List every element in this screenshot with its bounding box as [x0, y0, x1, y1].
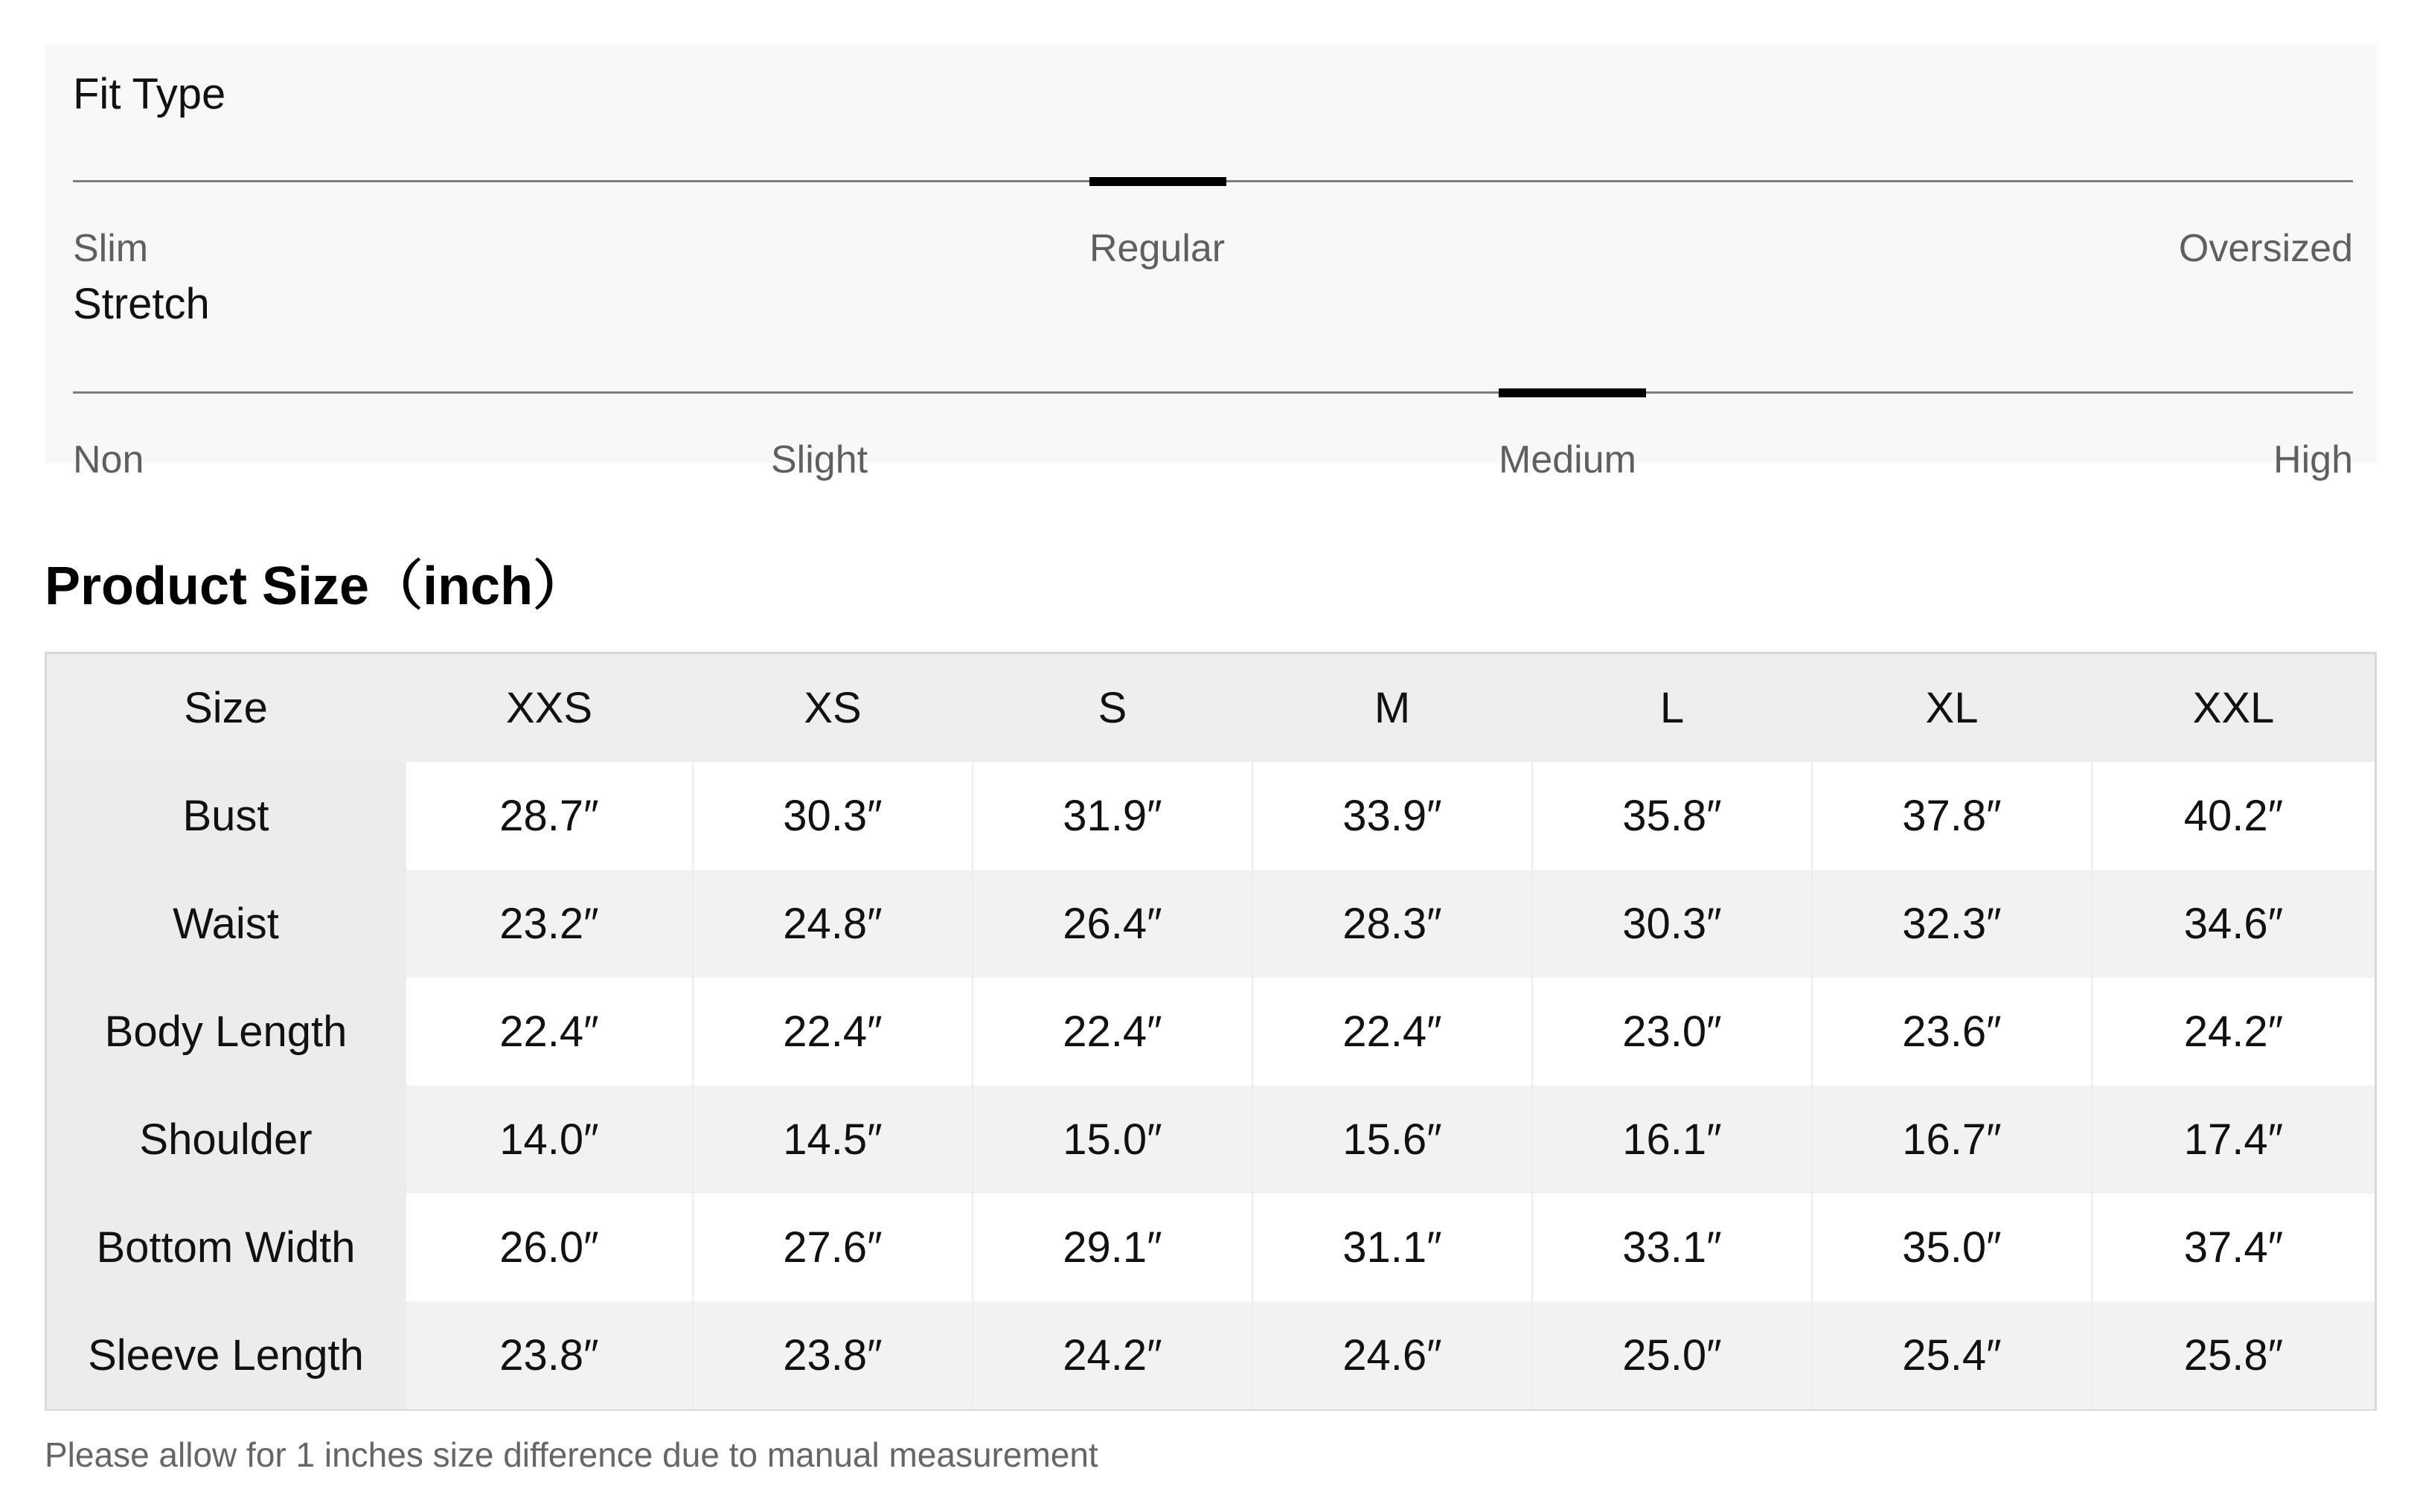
- table-cell: 24.6″: [1252, 1301, 1532, 1409]
- row-label: Bust: [47, 762, 406, 870]
- row-label: Shoulder: [47, 1086, 406, 1194]
- row-label: Body Length: [47, 978, 406, 1086]
- table-cell: 37.8″: [1812, 762, 2092, 870]
- table-row: [47, 1194, 2375, 1301]
- table-cell: 22.4″: [1252, 978, 1532, 1086]
- row-label: Waist: [47, 870, 406, 978]
- table-row: [47, 1086, 2375, 1194]
- header-size: XS: [693, 654, 973, 762]
- table-cell: 40.2″: [2092, 762, 2375, 870]
- table-cell: 31.9″: [973, 762, 1252, 870]
- stretch-tick: Non: [73, 438, 144, 481]
- fit-type-tick: Oversized: [2178, 227, 2353, 270]
- table-cell: 23.6″: [1812, 978, 2092, 1086]
- fit-type-tick: Slim: [73, 227, 149, 270]
- table-cell: 15.0″: [973, 1086, 1252, 1194]
- fit-type-tick: Regular: [1089, 227, 1226, 270]
- stretch-title: Stretch: [73, 280, 210, 328]
- table-cell: 30.3″: [1532, 870, 1812, 978]
- table-row: [47, 1301, 2375, 1409]
- table-cell: 22.4″: [406, 978, 693, 1086]
- fit-type-title: Fit Type: [73, 70, 226, 118]
- table-cell: 35.0″: [1812, 1194, 2092, 1301]
- table-cell: 33.1″: [1532, 1194, 1812, 1301]
- table-cell: 28.7″: [406, 762, 693, 870]
- fit-type-section: [73, 70, 2353, 270]
- table-cell: 24.2″: [2092, 978, 2375, 1086]
- table-cell: 23.8″: [406, 1301, 693, 1409]
- stretch-tick: Medium: [1499, 438, 1636, 481]
- table-cell: 27.6″: [693, 1194, 973, 1301]
- stretch-tick: Slight: [771, 438, 868, 481]
- table-cell: 26.0″: [406, 1194, 693, 1301]
- table-cell: 16.7″: [1812, 1086, 2092, 1194]
- table-cell: 29.1″: [973, 1194, 1252, 1301]
- table-header-row: [47, 654, 2375, 762]
- header-size: XXL: [2092, 654, 2375, 762]
- table-cell: 14.5″: [693, 1086, 973, 1194]
- stretch-tick: High: [2273, 438, 2353, 481]
- header-size: L: [1532, 654, 1812, 762]
- table-cell: 25.4″: [1812, 1301, 2092, 1409]
- table-cell: 23.8″: [693, 1301, 973, 1409]
- table-row: [47, 762, 2375, 870]
- size-table-grid: [47, 654, 2375, 1409]
- table-cell: 30.3″: [693, 762, 973, 870]
- table-row: [47, 870, 2375, 978]
- table-cell: 17.4″: [2092, 1086, 2375, 1194]
- table-row: [47, 978, 2375, 1086]
- table-cell: 23.2″: [406, 870, 693, 978]
- header-size-label: Size: [47, 654, 406, 762]
- table-cell: 32.3″: [1812, 870, 2092, 978]
- table-cell: 24.8″: [693, 870, 973, 978]
- fit-panel: [45, 45, 2377, 481]
- row-label: Sleeve Length: [47, 1301, 406, 1409]
- table-cell: 16.1″: [1532, 1086, 1812, 1194]
- stretch-indicator: [1499, 388, 1646, 397]
- table-cell: 15.6″: [1252, 1086, 1532, 1194]
- header-size: M: [1252, 654, 1532, 762]
- table-cell: 31.1″: [1252, 1194, 1532, 1301]
- row-label: Bottom Width: [47, 1194, 406, 1301]
- table-cell: 23.0″: [1532, 978, 1812, 1086]
- header-size: XL: [1812, 654, 2092, 762]
- table-cell: 22.4″: [693, 978, 973, 1086]
- table-cell: 37.4″: [2092, 1194, 2375, 1301]
- table-cell: 25.8″: [2092, 1301, 2375, 1409]
- table-cell: 25.0″: [1532, 1301, 1812, 1409]
- header-size: S: [973, 654, 1252, 762]
- size-table: [45, 652, 2377, 1411]
- stretch-track: [73, 391, 2353, 394]
- fit-type-indicator: [1089, 177, 1226, 186]
- table-cell: 14.0″: [406, 1086, 693, 1194]
- stretch-section: [73, 280, 2353, 481]
- table-cell: 26.4″: [973, 870, 1252, 978]
- table-cell: 33.9″: [1252, 762, 1532, 870]
- header-size: XXS: [406, 654, 693, 762]
- measurement-footnote: Please allow for 1 inches size difference due to manual measurement: [45, 1435, 1098, 1474]
- table-cell: 28.3″: [1252, 870, 1532, 978]
- table-cell: 35.8″: [1532, 762, 1812, 870]
- product-size-heading: Product Size（inch）: [45, 557, 587, 616]
- table-cell: 34.6″: [2092, 870, 2375, 978]
- table-cell: 22.4″: [973, 978, 1252, 1086]
- table-cell: 24.2″: [973, 1301, 1252, 1409]
